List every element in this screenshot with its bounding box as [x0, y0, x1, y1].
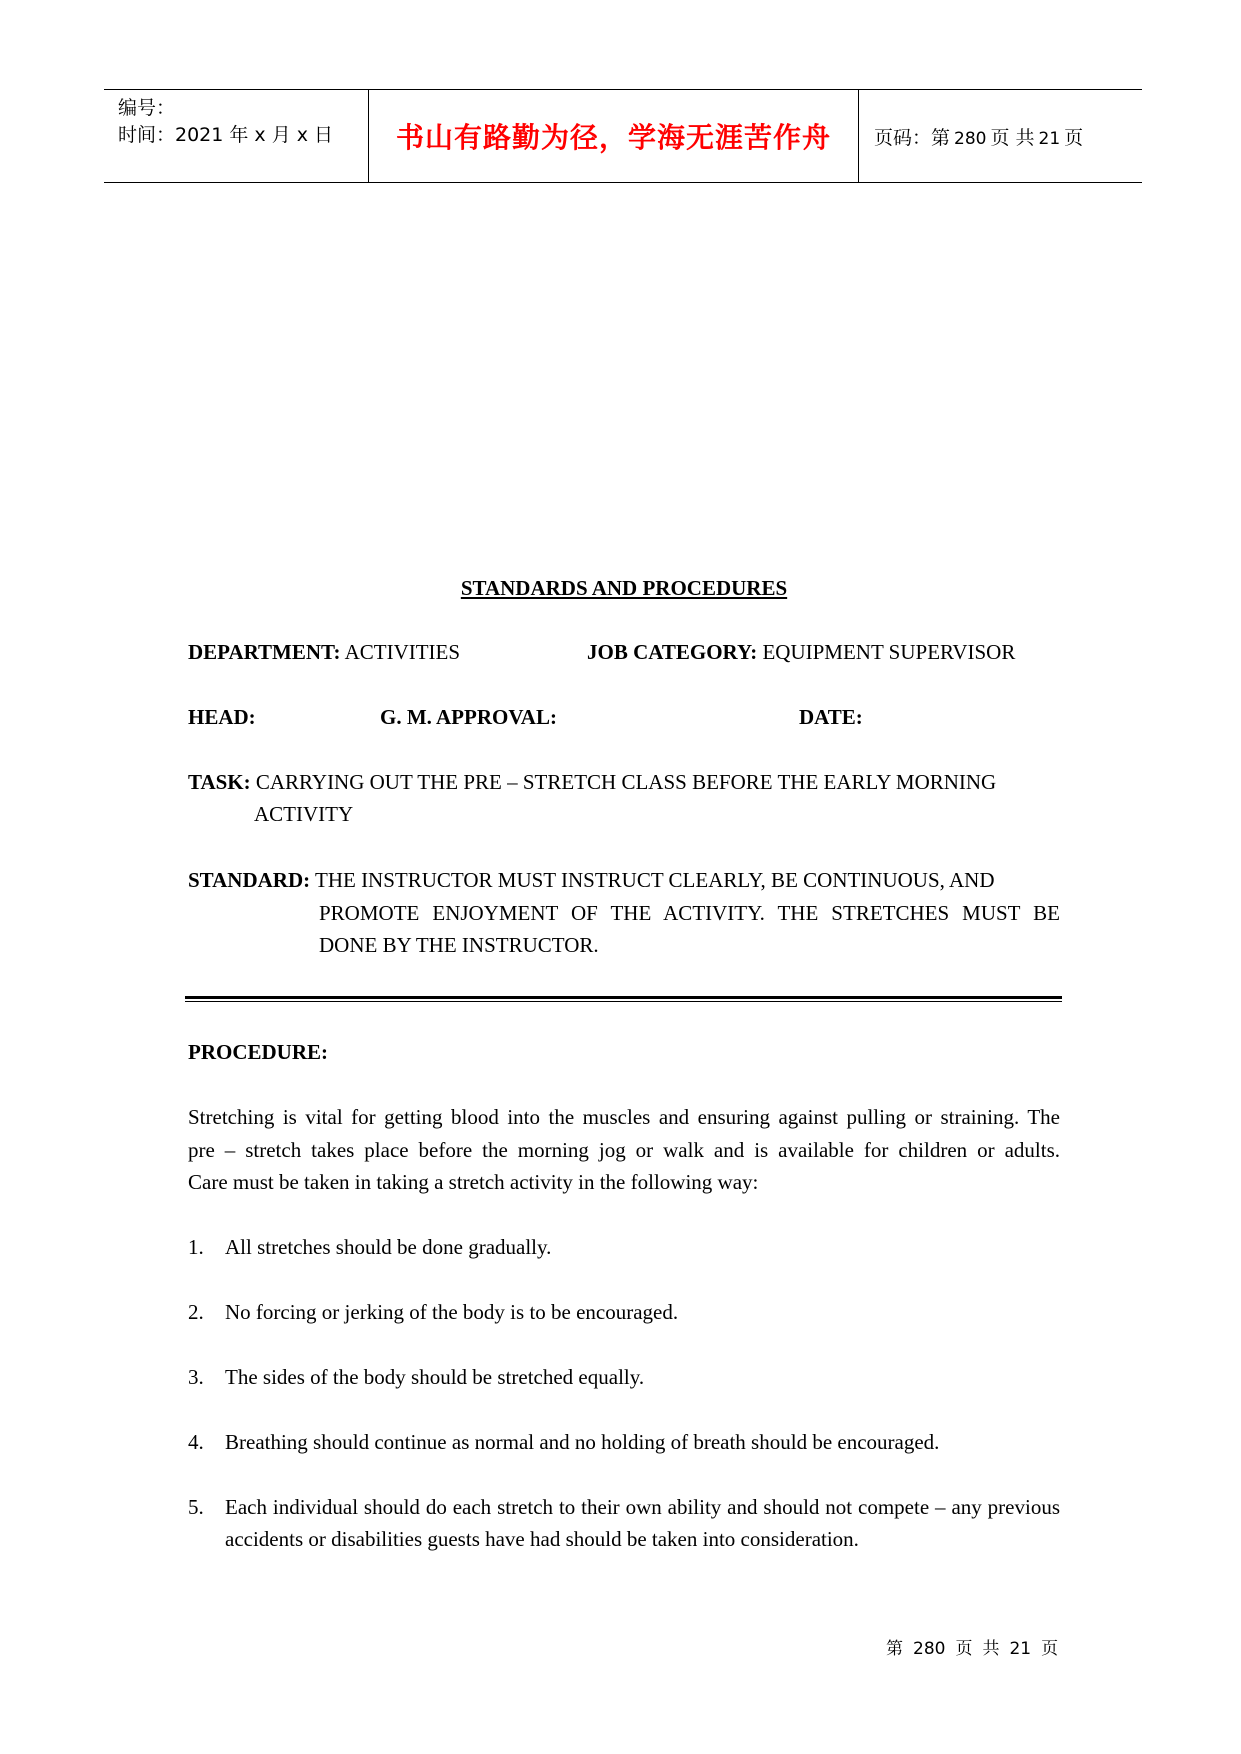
job-category-row [587, 636, 1015, 668]
job-category-value: EQUIPMENT SUPERVISOR [757, 640, 1016, 664]
procedure-label: PROCEDURE: [188, 1040, 328, 1064]
job-category-label: JOB CATEGORY: [587, 640, 758, 664]
department-label: DEPARTMENT: [188, 640, 341, 664]
standard-text-1: THE INSTRUCTOR MUST INSTRUCT CLEARLY, BE CONTINUOUS, AND [310, 868, 995, 892]
intro-line-1: Stretching is vital for getting blood into the muscles and ensuring against pulling or straining. The [188, 1105, 1060, 1129]
intro-line-3: Care must be taken in taking a stretch activity in the following way: [188, 1170, 759, 1194]
page-footer [886, 1634, 1068, 1659]
header-info-cell [104, 90, 369, 182]
header-page-cell [859, 90, 1142, 182]
head-label: HEAD: [188, 705, 256, 729]
task-label: TASK: [188, 770, 251, 794]
total-pages: 21 [1038, 128, 1061, 149]
date-label: DATE: [799, 705, 863, 729]
page-prefix: 页码：第 [874, 126, 951, 149]
motto-text: 书山有路勤为径，学海无涯苦作舟 [395, 121, 831, 154]
task-line-1 [188, 766, 1060, 798]
standard-line-2: PROMOTE ENJOYMENT OF THE ACTIVITY. THE STRETCHES MUST BE [319, 901, 1060, 925]
standard-label: STANDARD: [188, 868, 311, 892]
standard-line-3: DONE BY THE INSTRUCTOR. [319, 933, 599, 957]
task-text-1: CARRYING OUT THE PRE – STRETCH CLASS BEFORE THE EARLY MORNING [250, 770, 997, 794]
double-rule-thick [185, 996, 1062, 999]
list-item-number: 4. [188, 1430, 204, 1454]
department-row [188, 636, 460, 668]
page-number: 280 [954, 128, 987, 149]
task-line-2: ACTIVITY [254, 802, 354, 826]
footer-total-pages: 21 [1009, 1639, 1032, 1659]
page-header-table [104, 89, 1142, 183]
list-item-number: 2. [188, 1300, 204, 1324]
double-rule-thin [185, 1001, 1062, 1002]
list-item-number: 1. [188, 1235, 204, 1259]
list-item-text: All stretches should be done gradually. [225, 1235, 552, 1259]
serial-number-label: 编号： [118, 97, 176, 119]
department-value: ACTIVITIES [340, 640, 461, 664]
footer-page-number: 280 [913, 1639, 946, 1659]
intro-line-2: pre – stretch takes place before the morning jog or walk and is available for children or adults. [188, 1138, 1060, 1162]
header-motto-cell [369, 90, 859, 182]
footer-mid-1: 页 [955, 1639, 973, 1659]
list-item-number: 5. [188, 1495, 204, 1519]
footer-suffix: 页 [1041, 1639, 1059, 1659]
list-item-number: 3. [188, 1365, 204, 1389]
page-indicator [874, 123, 1083, 150]
standard-line-1 [188, 864, 1060, 896]
footer-mid-2: 共 [982, 1639, 1000, 1659]
page-suffix: 页 [1064, 126, 1084, 149]
page-mid: 页 共 [990, 126, 1035, 149]
list-item-text: Breathing should continue as normal and no holding of breath should be encouraged. [225, 1430, 940, 1454]
list-item-text: The sides of the body should be stretched equally. [225, 1365, 645, 1389]
list-item-text: No forcing or jerking of the body is to be encouraged. [225, 1300, 679, 1324]
time-label: 时间：2021 年 x 月 x 日 [118, 124, 334, 146]
list-item-text: Each individual should do each stretch to their own ability and should not compete – any previous accidents or disabilities guests have had should be taken into consideration. [225, 1495, 1060, 1551]
gm-approval-label: G. M. APPROVAL: [380, 705, 557, 729]
footer-prefix: 第 [886, 1639, 903, 1659]
document-title: STANDARDS AND PROCEDURES [460, 576, 788, 600]
